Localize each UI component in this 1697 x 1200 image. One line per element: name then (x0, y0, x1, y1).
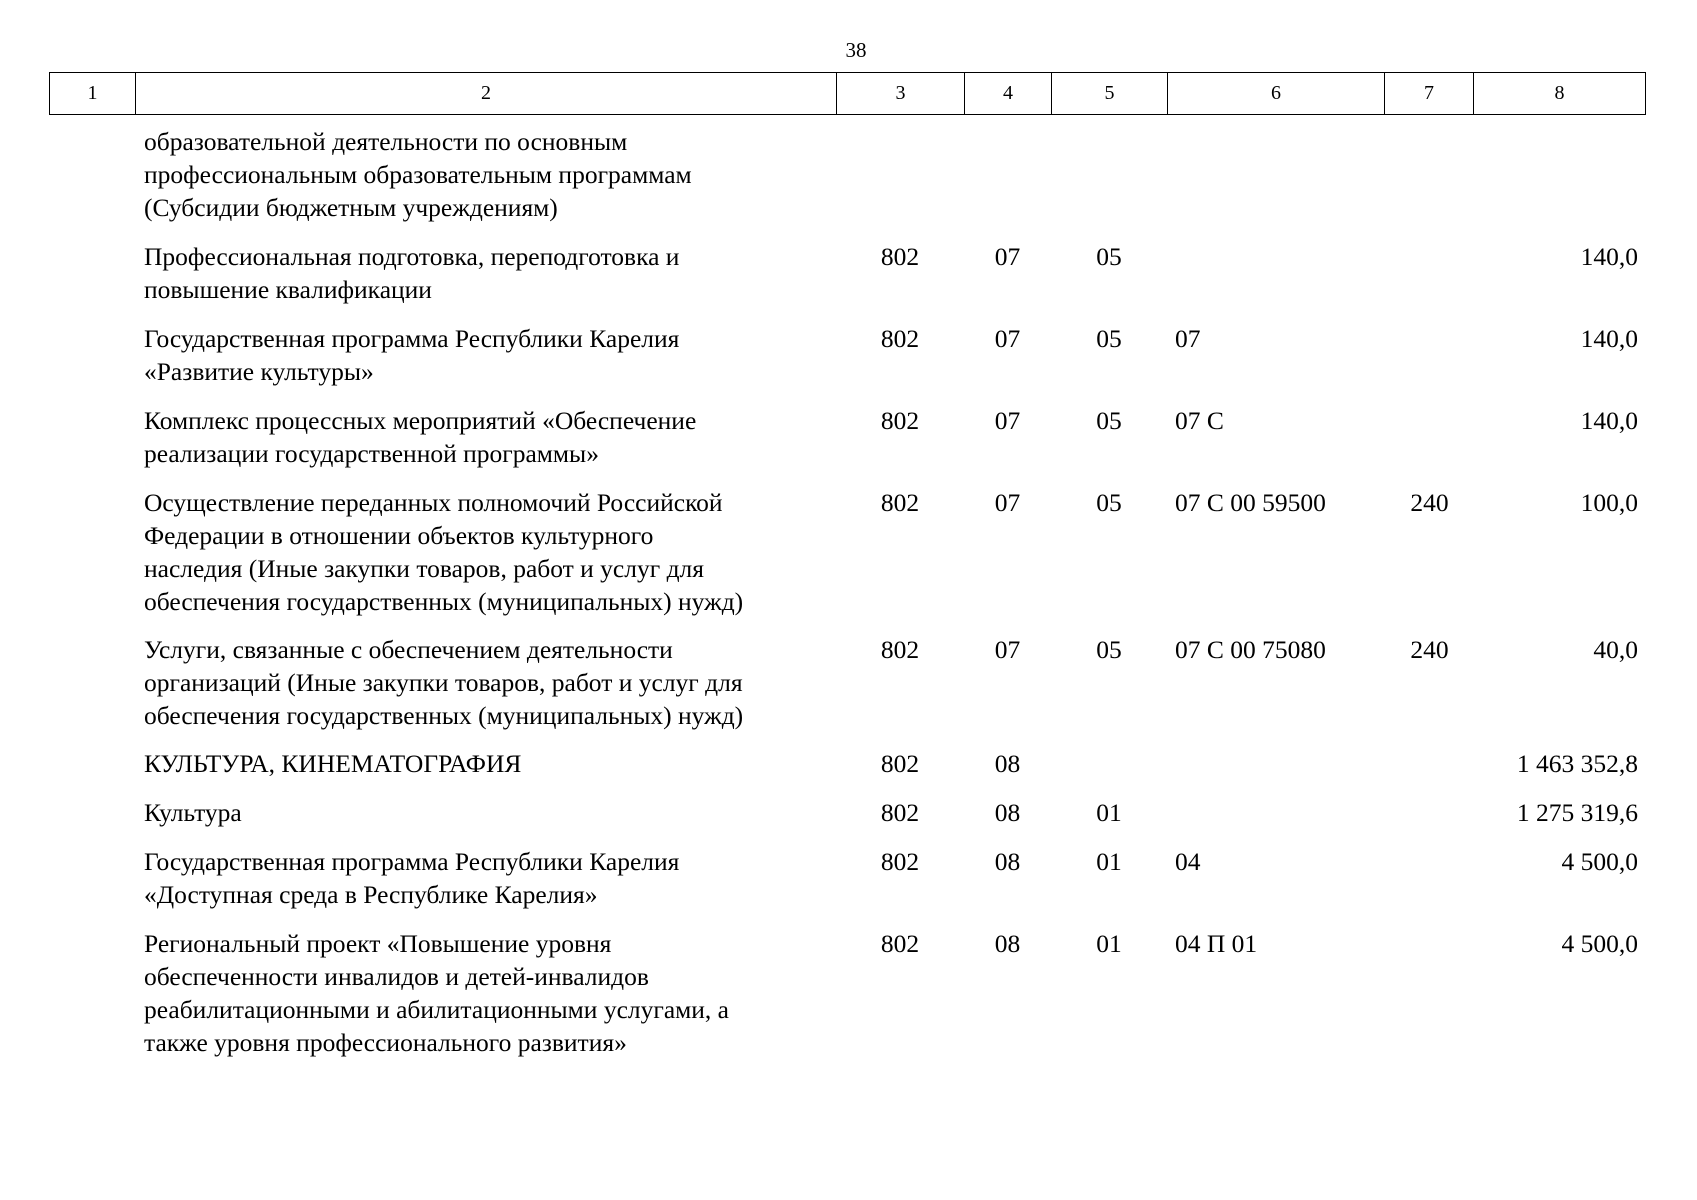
row-amount: 140,0 (1580, 242, 1638, 271)
row-code-col5: 05 (1096, 242, 1122, 271)
page-number: 38 (845, 38, 867, 62)
column-header-8: 8 (1474, 73, 1646, 115)
column-header-table (49, 72, 1646, 115)
row-code-col4: 08 (994, 847, 1021, 876)
row-code-col3: 802 (880, 749, 920, 778)
row-code-col6: 07 С 00 59500 (1175, 488, 1326, 517)
row-code-col4: 07 (994, 406, 1021, 435)
row-code-col3: 802 (880, 635, 920, 664)
row-amount: 100,0 (1580, 488, 1638, 517)
column-header-row (50, 73, 1646, 115)
row-description: Культура (144, 798, 242, 827)
row-description: Профессиональная подготовка, переподготовка и повышение квалификации (144, 242, 680, 304)
row-description: Региональный проект «Повышение уровня обеспеченности инвалидов и детей-инвалидов реабилитационными и абилитационными услугами, а также уровня профессионального развития» (144, 929, 729, 1057)
row-code-col3: 802 (880, 929, 920, 958)
row-code-col3: 802 (880, 406, 920, 435)
row-code-col5: 01 (1096, 798, 1122, 827)
column-header-1: 1 (50, 73, 136, 115)
row-code-col5: 05 (1096, 406, 1122, 435)
row-description: Услуги, связанные с обеспечением деятельности организаций (Иные закупки товаров, работ и услуг для обеспечения государственных (муниципальных) нужд) (144, 635, 744, 730)
row-code-col7: 240 (1410, 488, 1449, 517)
row-code-col7: 240 (1410, 635, 1449, 664)
row-code-col4: 08 (994, 798, 1021, 827)
row-amount: 140,0 (1580, 324, 1638, 353)
row-code-col4: 07 (994, 488, 1021, 517)
row-code-col6: 07 С 00 75080 (1175, 635, 1326, 664)
row-code-col6: 07 С (1175, 406, 1224, 435)
row-amount: 140,0 (1580, 406, 1638, 435)
row-code-col6: 04 П 01 (1175, 929, 1258, 958)
column-header-4: 4 (965, 73, 1052, 115)
row-code-col3: 802 (880, 324, 920, 353)
column-header-6: 6 (1168, 73, 1385, 115)
row-amount: 40,0 (1593, 635, 1638, 664)
row-code-col6: 07 (1175, 324, 1201, 353)
row-code-col5: 05 (1096, 324, 1122, 353)
row-description: образовательной деятельности по основным профессиональным образовательным программам (Субсидии бюджетным учреждениям) (144, 127, 692, 222)
row-amount: 1 463 352,8 (1516, 749, 1638, 778)
row-code-col3: 802 (880, 798, 920, 827)
row-description: Государственная программа Республики Карелия «Доступная среда в Республике Карелия» (144, 847, 680, 909)
row-description: Государственная программа Республики Карелия «Развитие культуры» (144, 324, 680, 386)
row-code-col4: 08 (994, 929, 1021, 958)
row-code-col3: 802 (880, 242, 920, 271)
row-description: Осуществление переданных полномочий Российской Федерации в отношении объектов культурного наследия (Иные закупки товаров, работ и услуг для обеспечения государственных (муниципальных) нужд) (144, 488, 744, 616)
row-code-col4: 08 (994, 749, 1021, 778)
row-code-col4: 07 (994, 242, 1021, 271)
row-code-col3: 802 (880, 847, 920, 876)
row-code-col6: 04 (1175, 847, 1201, 876)
column-header-5: 5 (1052, 73, 1168, 115)
row-description: КУЛЬТУРА, КИНЕМАТОГРАФИЯ (144, 749, 522, 778)
column-header-7: 7 (1385, 73, 1474, 115)
row-code-col4: 07 (994, 324, 1021, 353)
row-code-col3: 802 (880, 488, 920, 517)
row-code-col5: 05 (1096, 488, 1122, 517)
row-amount: 1 275 319,6 (1516, 798, 1638, 827)
row-code-col5: 01 (1096, 929, 1122, 958)
row-description: Комплекс процессных мероприятий «Обеспечение реализации государственной программы» (144, 406, 697, 468)
row-amount: 4 500,0 (1561, 929, 1638, 958)
row-amount: 4 500,0 (1561, 847, 1638, 876)
column-header-2: 2 (136, 73, 837, 115)
row-code-col5: 01 (1096, 847, 1122, 876)
row-code-col4: 07 (994, 635, 1021, 664)
column-header-3: 3 (837, 73, 965, 115)
row-code-col5: 05 (1096, 635, 1122, 664)
